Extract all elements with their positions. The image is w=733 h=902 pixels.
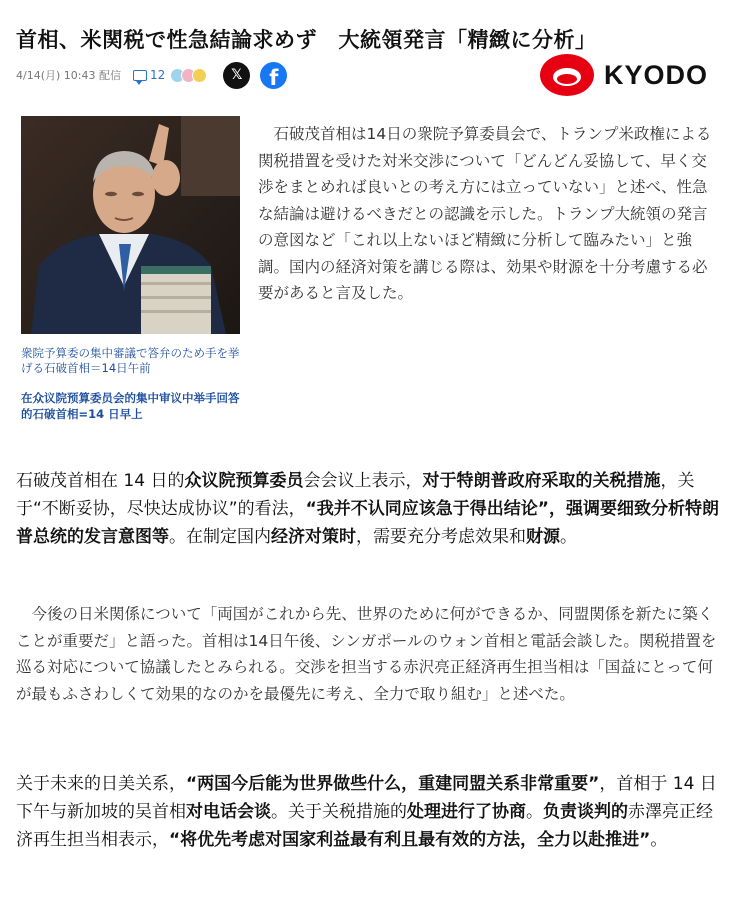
text-segment: ，首相于 14 日下午与新加坡的吴首相 xyxy=(16,774,717,822)
text-segment-bold: 财源 xyxy=(526,527,560,547)
text-segment-bold: 经济对策时 xyxy=(271,527,356,547)
text-segment-bold: “我并不认同应该急于得出结论”，强调要细致分析特朗普总统的发言意图等 xyxy=(16,499,719,547)
article-headline: 首相、米関税で性急結論求めず 大統領発言「精緻に分析」 xyxy=(16,28,597,53)
text-segment: ，关于“不断妥协，尽快达成协议”的看法， xyxy=(16,471,695,519)
text-segment-bold: 众议院预算委员 xyxy=(184,471,304,491)
text-segment: ，需要充分考虑效果和 xyxy=(356,527,526,547)
x-logo-icon: 𝕏 xyxy=(231,67,243,83)
article-paragraph-cn-2 xyxy=(16,770,720,854)
text-segment-bold: “将优先考虑对国家利益最有利且最有效的方法，全力以赴推进” xyxy=(169,830,651,850)
text-segment: 。 xyxy=(650,830,668,850)
text-segment: 。在制定国内 xyxy=(169,527,271,547)
photo-image xyxy=(21,116,240,334)
comment-count: 12 xyxy=(149,68,166,82)
comments-link[interactable] xyxy=(133,68,165,82)
article-paragraph-jp-1: 石破茂首相は14日の衆院予算委員会で、トランプ米政権による関税措置を受けた対米交渉について「どんどん妥協して、早く交渉をまとめれば良いとの考え方には立っていない」と述べ、性急な結論は避けるべきだとの認識を示した。トランプ大統領の発言の意図など「これ以上ないほど精緻に分析して臨みたい」と強調。国内の経済対策を講じる際は、効果や財源を十分考慮する必要があると言及した。 xyxy=(258,125,712,302)
share-facebook-button[interactable] xyxy=(260,62,287,89)
text-segment: 赤澤亮正经济再生担当相表示， xyxy=(16,802,713,850)
text-segment-bold: 对于特朗普政府采取的关税措施 xyxy=(422,471,661,491)
share-x-button[interactable] xyxy=(223,62,250,89)
kyodo-mark-icon xyxy=(538,52,596,98)
photo-caption-japanese: 衆院予算委の集中審議で答弁のため手を挙げる石破首相＝14日午前 xyxy=(21,346,240,375)
text-segment-bold: “两国今后能为世界做些什么，重建同盟关系非常重要” xyxy=(186,774,600,794)
text-segment-bold: 负责谈判的 xyxy=(543,802,628,822)
article-paragraph-jp-2: 今後の日米関係について「両国がこれから先、世界のために何ができるか、同盟関係を新たに築くことが重要だ」と語った。首相は14日午後、シンガポールのウォン首相と電話会談した。関税措置を巡る対応について協議したとみられる。交渉を担当する赤沢亮正経済再生担当相は「国益にとって何が最もふさわしくて効果的なのかを最優先に考え、全力で取り組む」と述べた。 xyxy=(16,605,717,703)
article-photo[interactable] xyxy=(21,116,240,334)
reactions-button[interactable] xyxy=(170,68,203,83)
text-segment: 会会议上表示， xyxy=(303,471,423,491)
publish-date: 4/14(月) 10:43 配信 xyxy=(16,69,121,82)
reaction-face-icon xyxy=(192,68,207,83)
text-segment: 。 xyxy=(560,527,577,547)
text-segment: 。 xyxy=(526,802,543,822)
text-segment-bold: 对电话会谈 xyxy=(186,802,271,822)
comment-icon xyxy=(133,70,147,81)
facebook-logo-icon: f xyxy=(269,65,279,89)
article-meta xyxy=(16,62,287,88)
text-segment-bold: 处理进行了协商 xyxy=(407,802,526,822)
text-segment: 关于未来的日美关系， xyxy=(16,774,186,794)
photo-caption-chinese: 在众议院预算委员会的集中审议中举手回答的石破首相=14 日早上 xyxy=(21,391,240,421)
kyodo-wordmark: KYODO xyxy=(604,59,709,90)
article-paragraph-cn-1 xyxy=(16,467,720,551)
text-segment: 。关于关税措施的 xyxy=(271,802,407,822)
kyodo-logo[interactable] xyxy=(538,52,708,98)
text-segment: 石破茂首相在 14 日的 xyxy=(16,471,185,491)
